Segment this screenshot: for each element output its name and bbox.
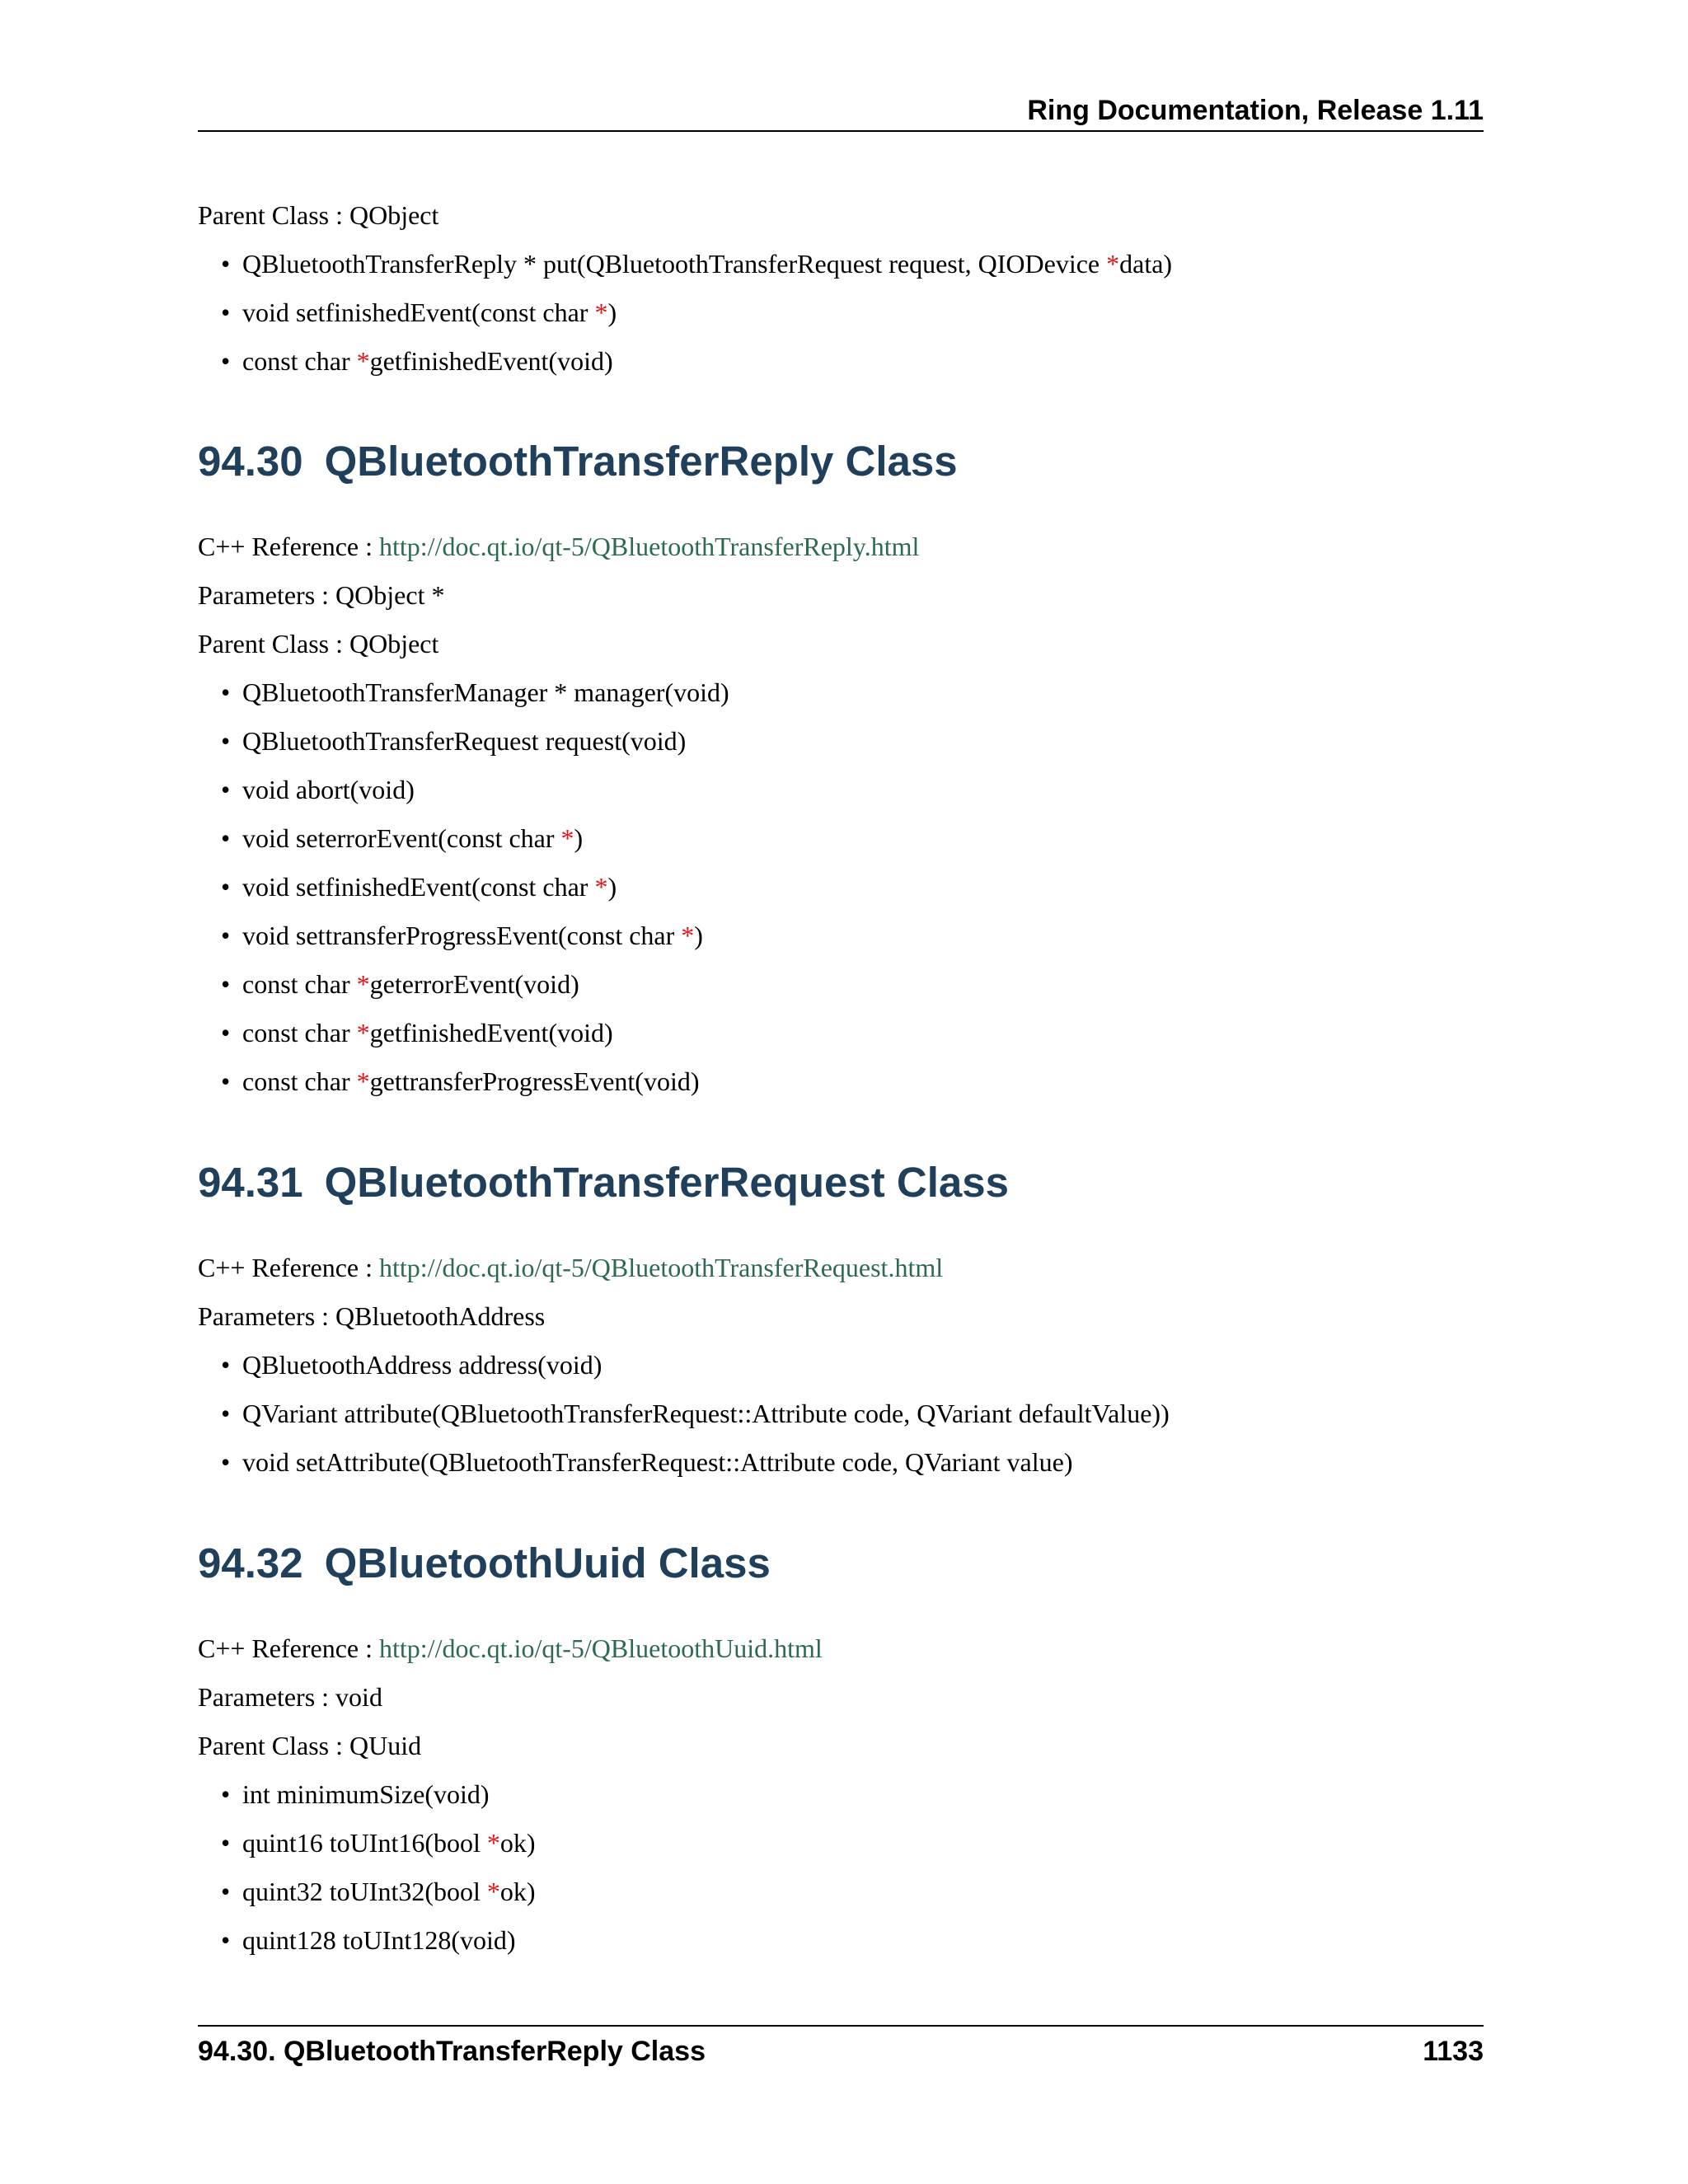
parent-class-value: QObject — [349, 200, 439, 230]
section-heading — [198, 437, 958, 486]
parent-class-label: Parent Class : — [198, 200, 349, 230]
bullet-icon: • — [221, 1779, 231, 1809]
parent-class-line — [198, 199, 438, 232]
bullet-icon: • — [221, 872, 231, 902]
cpp-reference-link[interactable]: http://doc.qt.io/qt-5/QBluetoothTransferReply.html — [379, 532, 920, 561]
list-item: • void setAttribute(QBluetoothTransferRequest::Attribute code, QVariant value) — [221, 1447, 1073, 1477]
parent-class-line — [198, 627, 438, 660]
list-item: • QBluetoothTransferManager * manager(void) — [221, 677, 729, 707]
parent-class-line — [198, 1729, 421, 1762]
list-item: • QVariant attribute(QBluetoothTransferRequest::Attribute code, QVariant defaultValue)) — [221, 1399, 1170, 1428]
list-item: • quint32 toUInt32(bool *ok) — [221, 1877, 536, 1906]
parameters-line — [198, 579, 444, 612]
list-item: • const char *getfinishedEvent(void) — [221, 1018, 613, 1047]
bullet-icon: • — [221, 249, 231, 279]
bullet-icon: • — [221, 1399, 231, 1428]
list-item: • const char *getfinishedEvent(void) — [221, 346, 613, 376]
section-title: QBluetoothUuid Class — [324, 1540, 771, 1586]
bullet-icon: • — [221, 823, 231, 853]
bullet-icon: • — [221, 1350, 231, 1380]
list-item: • void setfinishedEvent(const char *) — [221, 872, 617, 902]
parameters-label: Parameters : — [198, 580, 336, 610]
bullet-icon: • — [221, 1877, 231, 1906]
bullet-icon: • — [221, 726, 231, 756]
parent-class-value: QObject — [349, 629, 439, 658]
header-rule — [198, 130, 1484, 132]
cpp-reference-link[interactable]: http://doc.qt.io/qt-5/QBluetoothUuid.html — [379, 1633, 823, 1663]
section-number: 94.32 — [198, 1540, 303, 1586]
list-item: • const char *gettransferProgressEvent(void) — [221, 1066, 700, 1096]
section-heading — [198, 1158, 1009, 1207]
parent-class-label: Parent Class : — [198, 629, 349, 658]
parent-class-value: QUuid — [349, 1731, 422, 1760]
list-item: • void setfinishedEvent(const char *) — [221, 298, 617, 327]
list-item: • quint128 toUInt128(void) — [221, 1925, 516, 1955]
section-title: QBluetoothTransferRequest Class — [324, 1159, 1009, 1206]
list-item: • const char *geterrorEvent(void) — [221, 969, 579, 999]
cpp-reference-label: C++ Reference : — [198, 1633, 379, 1663]
bullet-icon: • — [221, 1925, 231, 1955]
list-item: • void abort(void) — [221, 775, 415, 804]
list-item: • void settransferProgressEvent(const char *) — [221, 921, 703, 950]
bullet-icon: • — [221, 1828, 231, 1858]
section-number: 94.30 — [198, 438, 303, 485]
parameters-value: QObject * — [335, 580, 445, 610]
cpp-reference-line — [198, 1632, 823, 1665]
list-item: • QBluetoothTransferRequest request(void) — [221, 726, 687, 756]
parameters-line — [198, 1680, 382, 1713]
footer-section-title: 94.30. QBluetoothTransferReply Class — [198, 2036, 706, 2067]
footer-rule — [198, 2025, 1484, 2027]
bullet-icon: • — [221, 1018, 231, 1047]
list-item: • QBluetoothTransferReply * put(QBluetoothTransferRequest request, QIODevice *data) — [221, 249, 1173, 279]
bullet-icon: • — [221, 677, 231, 707]
parameters-line — [198, 1300, 545, 1333]
cpp-reference-label: C++ Reference : — [198, 532, 379, 561]
section-heading — [198, 1539, 771, 1588]
bullet-icon: • — [221, 346, 231, 376]
bullet-icon: • — [221, 1447, 231, 1477]
cpp-reference-link[interactable]: http://doc.qt.io/qt-5/QBluetoothTransferRequest.html — [379, 1253, 944, 1282]
parameters-value: void — [335, 1682, 382, 1712]
parameters-label: Parameters : — [198, 1682, 336, 1712]
parameters-value: QBluetoothAddress — [335, 1301, 546, 1331]
cpp-reference-line — [198, 1251, 943, 1284]
bullet-icon: • — [221, 775, 231, 804]
bullet-icon: • — [221, 1066, 231, 1096]
parent-class-label: Parent Class : — [198, 1731, 349, 1760]
list-item: • int minimumSize(void) — [221, 1779, 490, 1809]
cpp-reference-line — [198, 530, 919, 563]
list-item: • QBluetoothAddress address(void) — [221, 1350, 603, 1380]
bullet-icon: • — [221, 921, 231, 950]
running-header: Ring Documentation, Release 1.11 — [1027, 95, 1484, 126]
section-title: QBluetoothTransferReply Class — [324, 438, 958, 485]
parameters-label: Parameters : — [198, 1301, 336, 1331]
list-item: • quint16 toUInt16(bool *ok) — [221, 1828, 536, 1858]
list-item: • void seterrorEvent(const char *) — [221, 823, 584, 853]
bullet-icon: • — [221, 969, 231, 999]
page-number: 1133 — [1423, 2036, 1484, 2067]
bullet-icon: • — [221, 298, 231, 327]
cpp-reference-label: C++ Reference : — [198, 1253, 379, 1282]
section-number: 94.31 — [198, 1159, 303, 1206]
